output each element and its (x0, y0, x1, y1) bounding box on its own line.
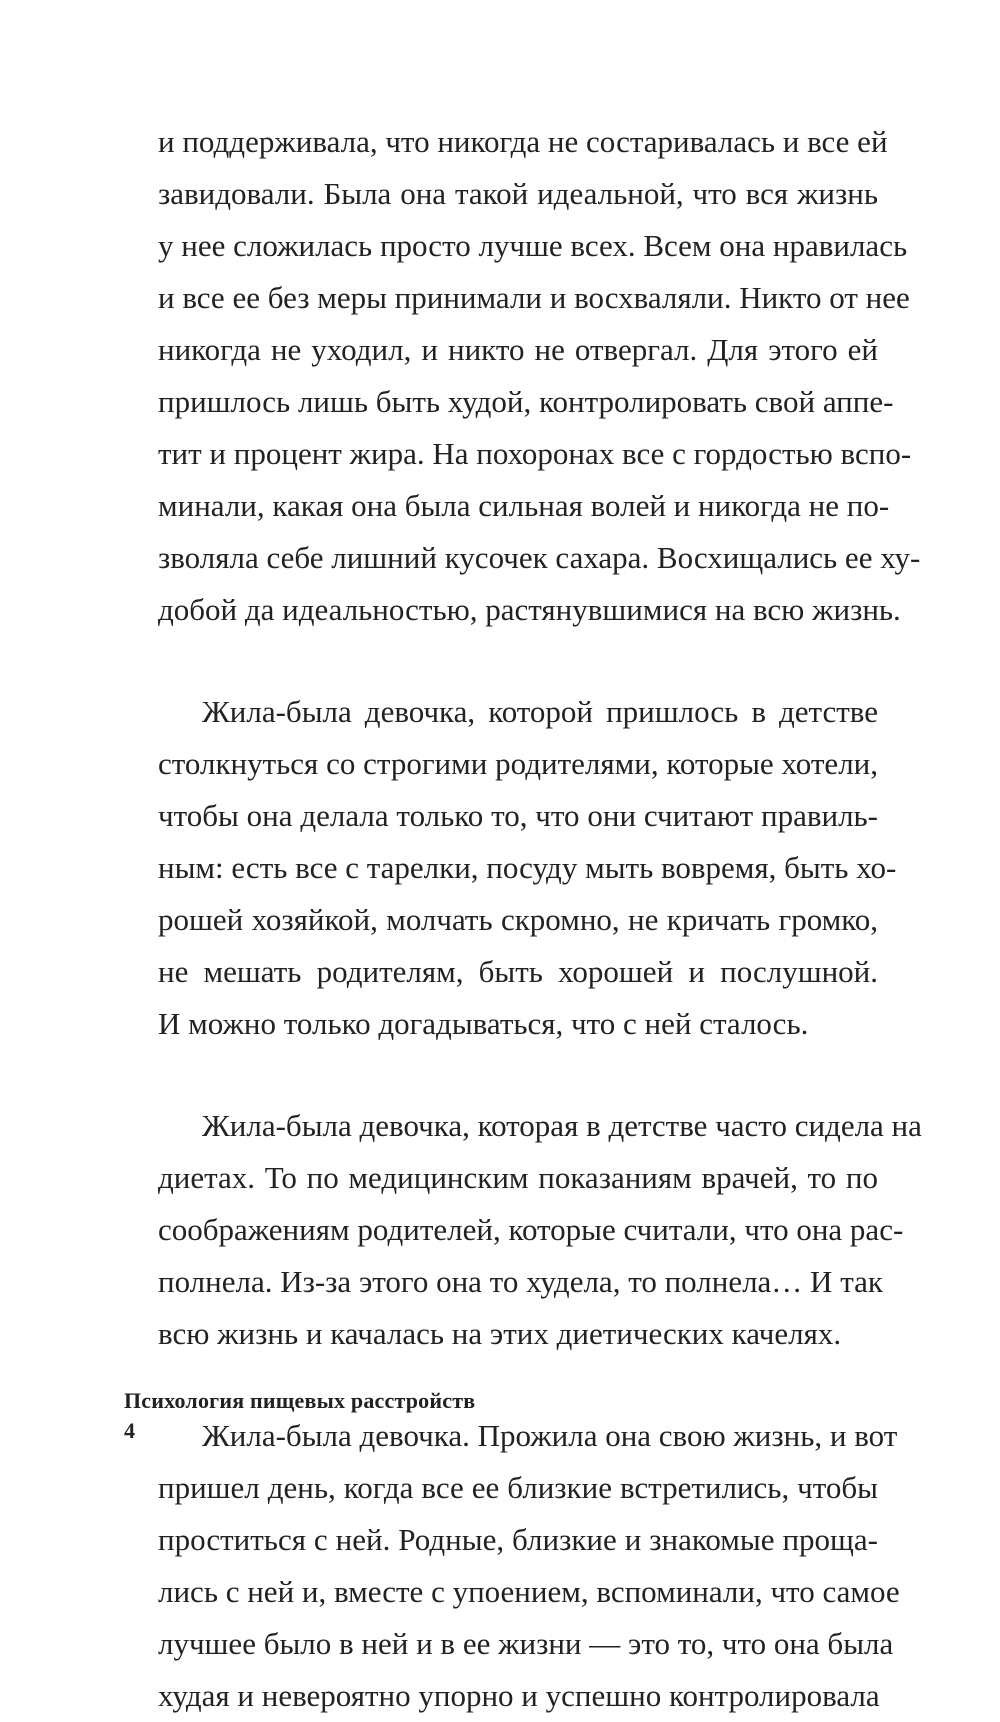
body-text (158, 116, 922, 1722)
text-line: Жила-была девочка, которая в детстве часто сидела на (202, 1108, 922, 1143)
text-line: худая и невероятно упорно и успешно контролировала (158, 1678, 880, 1713)
paragraph-4 (158, 1410, 900, 1722)
page-number: 4 (124, 1418, 135, 1443)
text-line: тит и процент жира. На похоронах все с гордостью вспо- (158, 436, 912, 471)
text-line: зволяла себе лишний кусочек сахара. Восхищались ее ху- (158, 540, 921, 575)
text-line: добой да идеальностью, растянувшимися на всю жизнь. (158, 592, 901, 627)
text-line: не мешать родителям, быть хорошей и послушной. (158, 954, 878, 989)
text-line: пришлось лишь быть худой, контролировать свой аппе- (158, 384, 894, 419)
text-line: завидовали. Была она такой идеальной, что вся жизнь (158, 176, 878, 211)
running-footer (124, 1387, 724, 1445)
text-line: лись с ней и, вместе с упоением, вспоминали, что самое (158, 1574, 900, 1609)
paragraph-1 (158, 116, 921, 636)
text-line: никогда не уходил, и никто не отвергал. Для этого ей (158, 332, 878, 367)
paragraph-spacer (158, 636, 878, 686)
text-line: столкнуться со строгими родителями, которые хотели, (158, 746, 878, 781)
text-line: Жила-была девочка. Прожила она свою жизнь, и вот (202, 1418, 898, 1453)
text-line: и все ее без меры принимали и восхваляли. Никто от нее (158, 280, 910, 315)
text-line: и поддерживала, что никогда не состаривалась и все ей (158, 124, 888, 159)
text-line: проститься с ней. Родные, близкие и знакомые проща- (158, 1522, 878, 1557)
text-line: Жила-была девочка, которой пришлось в детстве (202, 694, 878, 729)
text-line: соображениям родителей, которые считали, что она рас- (158, 1212, 904, 1247)
paragraph-3 (158, 1100, 922, 1360)
text-line: диетах. То по медицинским показаниям врачей, то по (158, 1160, 878, 1195)
text-line: И можно только догадываться, что с ней сталось. (158, 1006, 809, 1041)
text-line: ным: есть все с тарелки, посуду мыть вовремя, быть хо- (158, 850, 897, 885)
text-line: пришел день, когда все ее близкие встретились, чтобы (158, 1470, 878, 1505)
text-line: лучшее было в ней и в ее жизни — это то, что она была (158, 1626, 894, 1661)
text-line: полнела. Из-за этого она то худела, то полнела… И так (158, 1264, 883, 1299)
text-line: всю жизнь и качалась на этих диетических качелях. (158, 1316, 842, 1351)
paragraph-spacer (158, 1050, 878, 1100)
text-line: рошей хозяйкой, молчать скромно, не кричать громко, (158, 902, 878, 937)
text-line: у нее сложилась просто лучше всех. Всем она нравилась (158, 228, 908, 263)
text-line: чтобы она делала только то, что они считают правиль- (158, 798, 878, 833)
paragraph-2 (158, 686, 897, 1050)
text-line: минали, какая она была сильная волей и никогда не по- (158, 488, 890, 523)
book-title: Психология пищевых расстройств (124, 1388, 476, 1413)
